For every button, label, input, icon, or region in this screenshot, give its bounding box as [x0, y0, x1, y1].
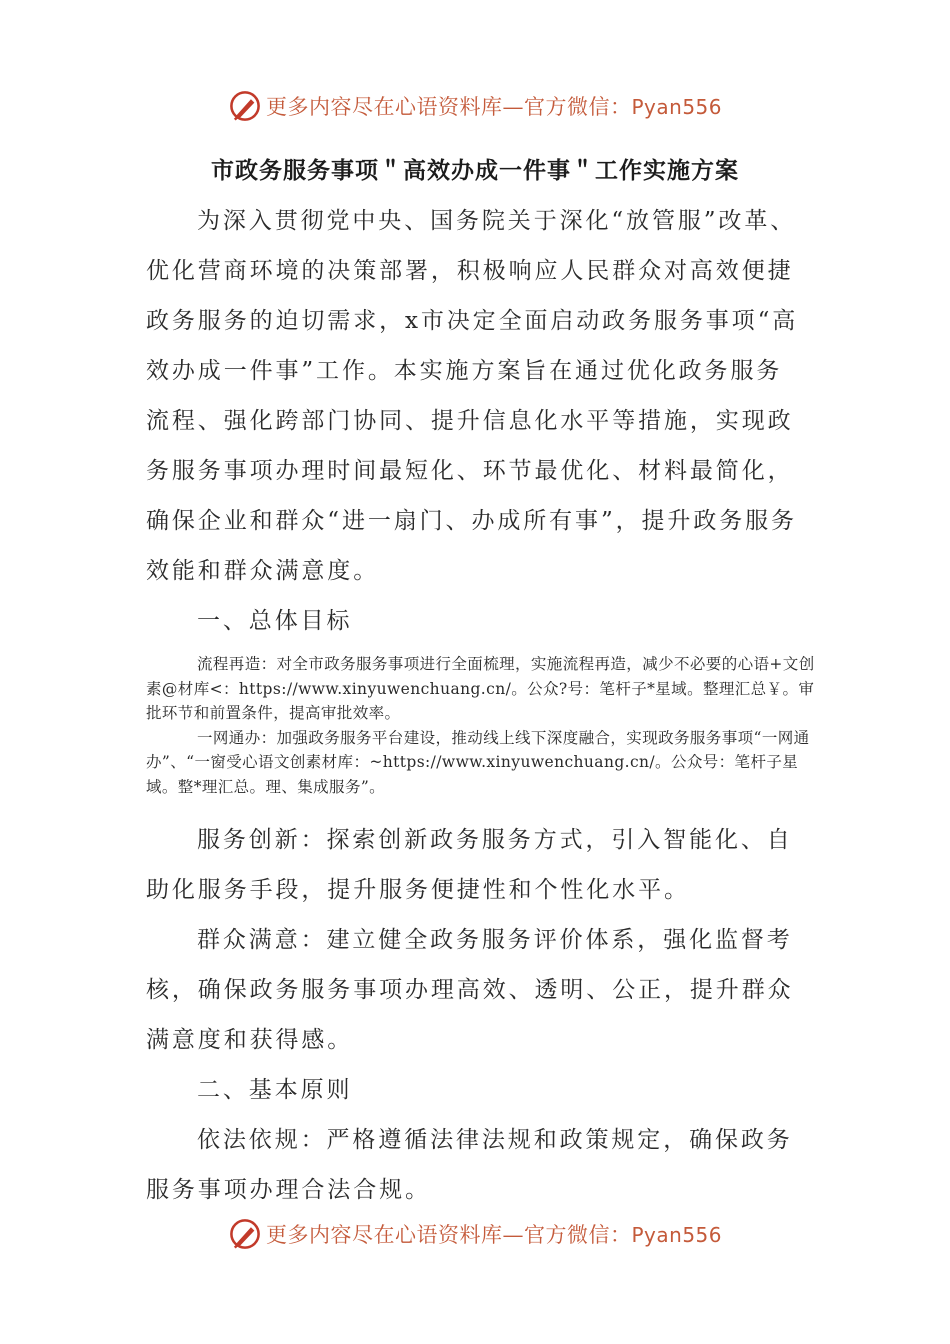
wechat-id: Pyan556 — [631, 95, 722, 119]
public-satisfaction-paragraph: 群众满意：建立健全政务服务评价体系，强化监督考核，确保政务服务事项办理高效、透明、公正，提升群众满意度和获得感。 — [146, 927, 794, 1053]
section-heading-2: 二、基本原则 — [197, 1077, 353, 1103]
footer-watermark — [0, 1214, 950, 1254]
service-innovation-paragraph: 服务创新：探索创新政务服务方式，引入智能化、自助化服务手段，提升服务便捷性和个性化水平。 — [146, 827, 793, 903]
wechat-id: Pyan556 — [631, 1223, 722, 1247]
document-title: 市政务服务事项＂高效办成一件事＂工作实施方案 — [211, 158, 739, 184]
document-body — [146, 196, 815, 1215]
legal-compliance-paragraph: 依法依规：严格遵循法律法规和政策规定，确保政务服务事项办理合法合规。 — [146, 1127, 793, 1203]
header-watermark — [0, 86, 950, 126]
process-reengineering-paragraph: 流程再造：对全市政务服务事项进行全面梳理，实施流程再造，减少不必要的心语+文创素@材库<：https://www.xinyuwenchuang.cn/。公众?号：笔杆子*星域。整理汇总￥。审批环节和前置条件，提高审批效率。 — [146, 655, 815, 722]
watermark-text: 更多内容尽在心语资料库—官方微信：Pyan556 — [265, 1223, 722, 1247]
pen-logo-icon — [228, 1217, 262, 1251]
intro-paragraph: 为深入贯彻党中央、国务院关于深化“放管服”改革、优化营商环境的决策部署，积极响应人民群众对高效便捷政务服务的迫切需求，x市决定全面启动政务服务事项“高效办成一件事”工作。本实施方案旨在通过优化政务服务流程、强化跨部门协同、提升信息化水平等措施，实现政务服务事项办理时间最短化、环节最优化、材料最简化，确保企业和群众“进一扇门、办成所有事”，提升政务服务效能和群众满意度。 — [146, 208, 799, 584]
watermark-text: 更多内容尽在心语资料库—官方微信：Pyan556 — [265, 95, 722, 119]
pen-logo-icon — [228, 89, 262, 123]
one-network-paragraph: 一网通办：加强政务服务平台建设，推动线上线下深度融合，实现政务服务事项“一网通办”、“一窗受心语文创素材库：~https://www.xinyuwenchuang.cn/。公众号：笔杆子星域。整*理汇总。理、集成服务”。 — [146, 728, 810, 796]
section-heading-1: 一、总体目标 — [197, 608, 353, 634]
